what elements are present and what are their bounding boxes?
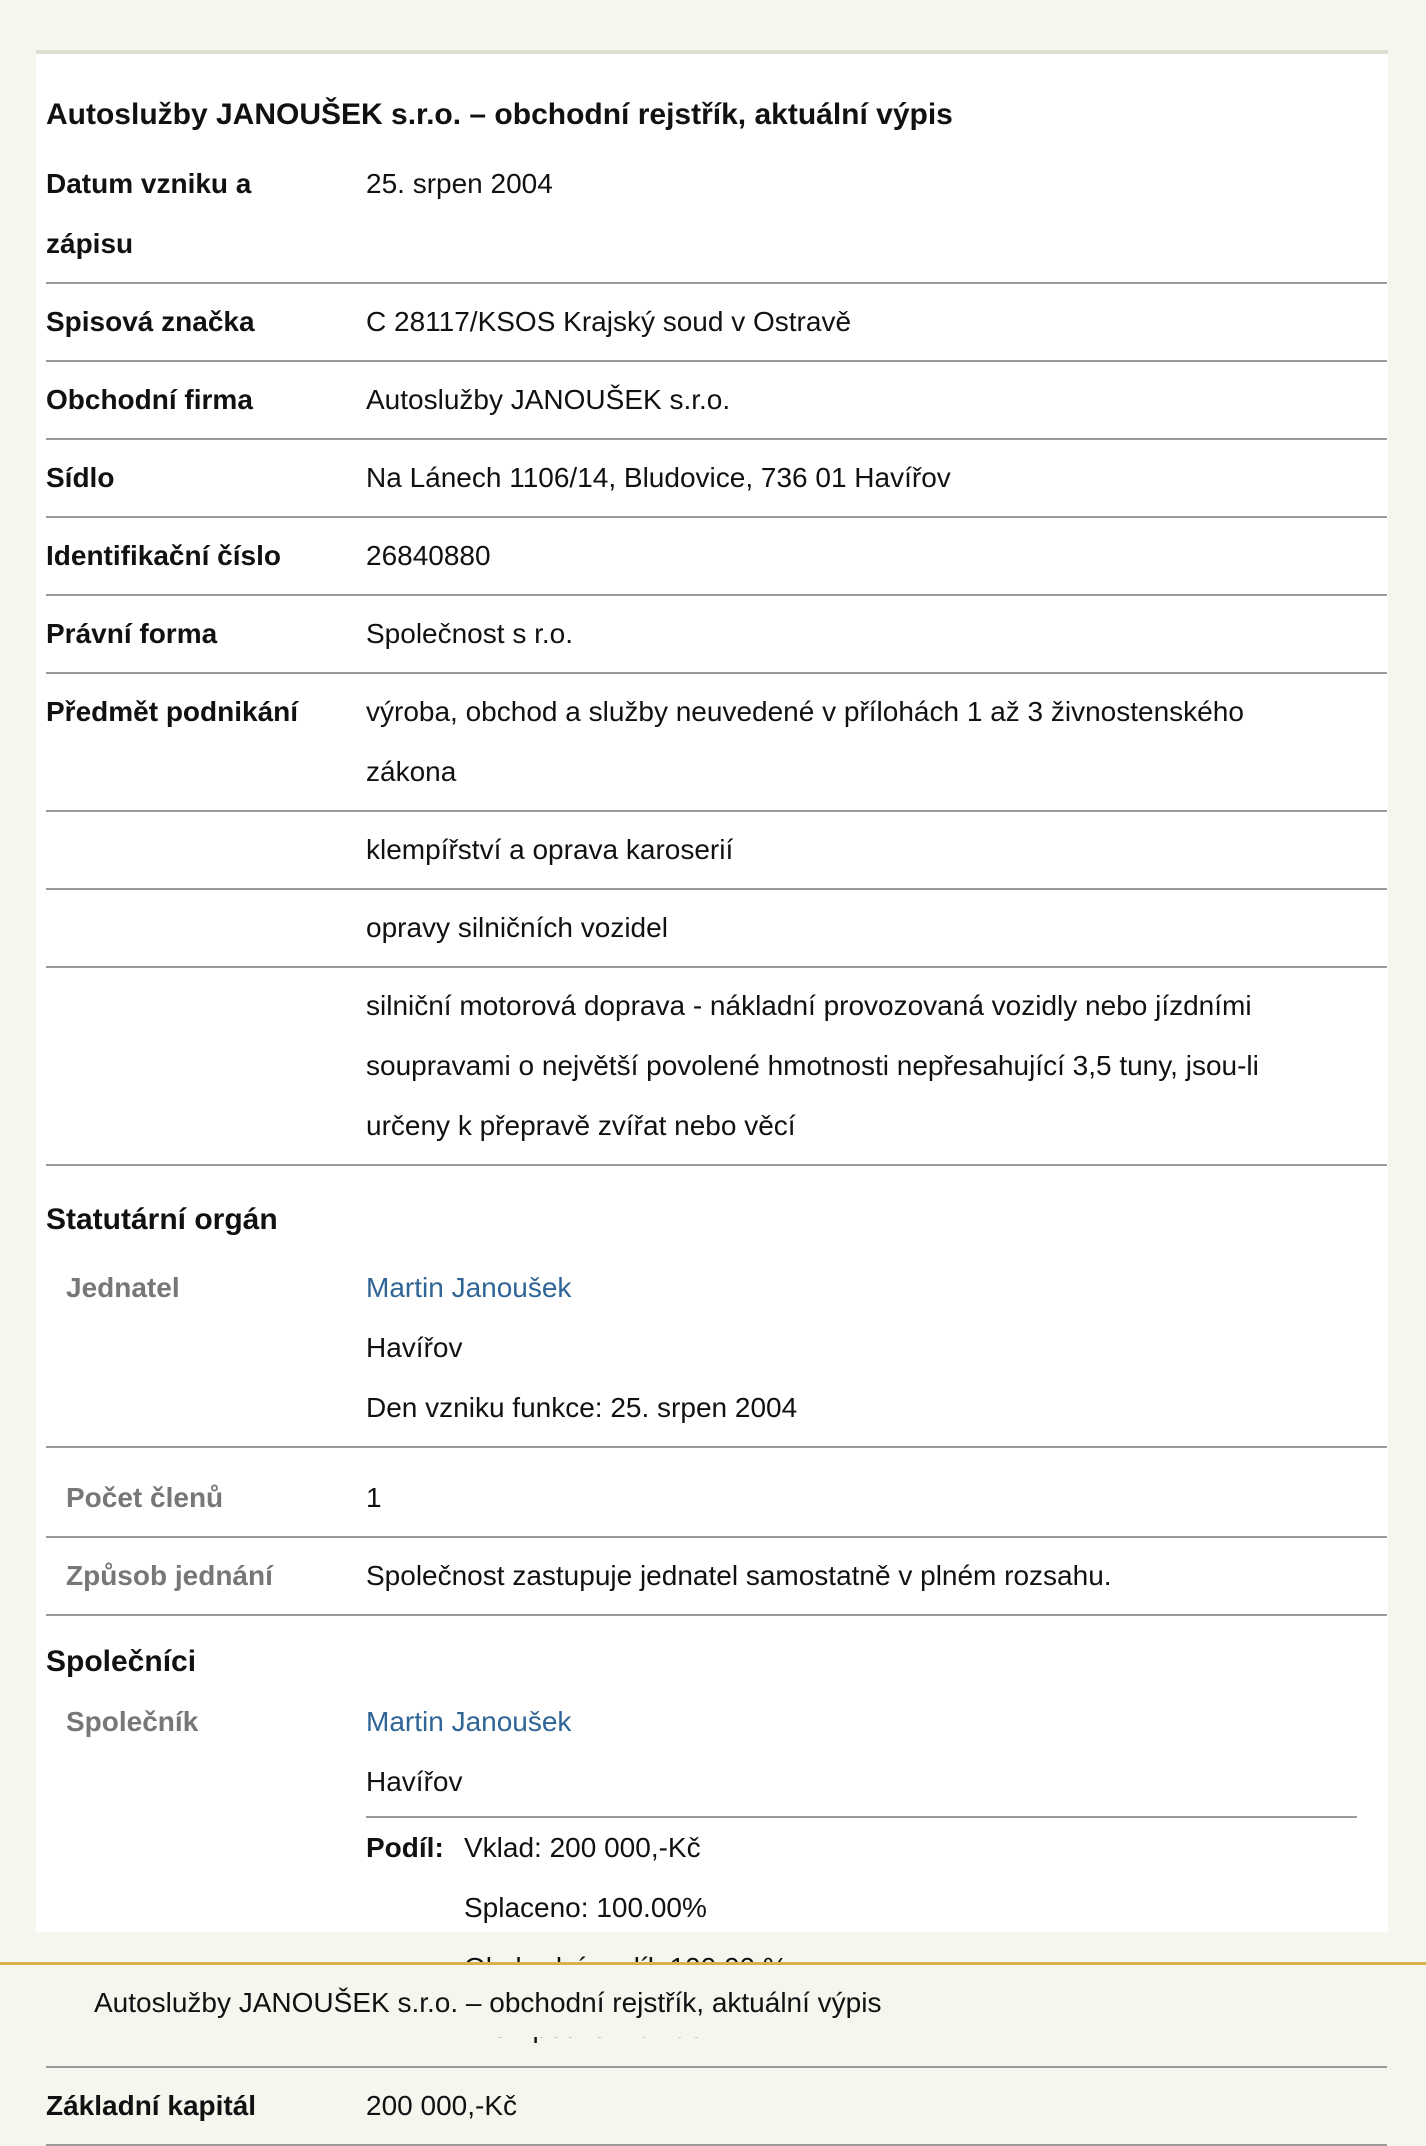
- page-title: Autoslužby JANOUŠEK s.r.o. – obchodní rejstřík, aktuální výpis: [46, 98, 953, 131]
- document-card: [36, 50, 1388, 2121]
- value-line: určeny k přepravě zvířat nebo věcí: [366, 1110, 796, 1141]
- function-since: Den vzniku funkce: 25. srpen 2004: [366, 1392, 798, 1423]
- row-zakladni-kapital: [46, 2068, 1387, 2146]
- value-line: soupravami o největší povolené hmotnosti nepřesahující 3,5 tuny, jsou-li: [366, 1050, 1259, 1081]
- person-city: Havířov: [366, 1332, 463, 1363]
- row-label: Sídlo: [46, 462, 115, 493]
- row-value: Na Lánech 1106/14, Bludovice, 736 01 Havířov: [366, 462, 951, 493]
- row-label: Právní forma: [46, 618, 218, 649]
- section-title-statutarni-organ: Statutární orgán: [46, 1203, 278, 1236]
- label-line: zápisu: [46, 228, 134, 259]
- section-title-spolecnici: Společníci: [46, 1645, 197, 1678]
- row-value: klempířství a oprava karoserií: [366, 834, 734, 865]
- row-label: [46, 898, 366, 958]
- row-zpusob-jednani: [46, 1538, 1387, 1616]
- row-value: Společnost s r.o.: [366, 618, 574, 649]
- register-extract: [46, 54, 1387, 2146]
- footer-title: Autoslužby JANOUŠEK s.r.o. – obchodní rejstřík, aktuální výpis: [94, 1987, 882, 2018]
- row-value: C 28117/KSOS Krajský soud v Ostravě: [366, 306, 852, 337]
- row-predmet-podnikani: [46, 812, 1387, 890]
- row-label: [46, 976, 366, 1156]
- row-value: [366, 1258, 1387, 1438]
- row-label: [46, 154, 366, 274]
- person-link[interactable]: Martin Janoušek: [366, 1706, 572, 1737]
- row-value: [366, 976, 1387, 1156]
- row-label: Obchodní firma: [46, 384, 253, 415]
- row-value: Společnost zastupuje jednatel samostatně v plném rozsahu.: [366, 1560, 1112, 1591]
- row-predmet-podnikani: [46, 890, 1387, 968]
- row-value: [366, 682, 1387, 802]
- row-sidlo: [46, 440, 1387, 518]
- row-value: 26840880: [366, 540, 491, 571]
- row-obchodni-firma: [46, 362, 1387, 440]
- row-pravni-forma: [46, 596, 1387, 674]
- row-value: opravy silničních vozidel: [366, 912, 668, 943]
- row-ico: [46, 518, 1387, 596]
- row-label: Spisová značka: [46, 306, 255, 337]
- row-spisova-znacka: [46, 284, 1387, 362]
- row-label: Základní kapitál: [46, 2090, 257, 2121]
- value-line: zákona: [366, 756, 457, 787]
- row-label: Počet členů: [66, 1482, 224, 1513]
- row-value: 25. srpen 2004: [366, 168, 553, 199]
- row-label: Společník: [66, 1706, 199, 1737]
- row-value: 1: [366, 1482, 382, 1513]
- page-footer: [0, 1962, 1426, 2037]
- row-label: Jednatel: [66, 1272, 180, 1303]
- row-predmet-podnikani: [46, 968, 1387, 1166]
- row-label: Předmět podnikání: [46, 696, 299, 727]
- row-label: [46, 820, 366, 880]
- row-jednatel: [46, 1250, 1387, 1448]
- share-label: Podíl:: [366, 1832, 444, 1863]
- person-link[interactable]: Martin Janoušek: [366, 1272, 572, 1303]
- row-predmet-podnikani: [46, 674, 1387, 812]
- value-line: výroba, obchod a služby neuvedené v přílohách 1 až 3 živnostenského: [366, 696, 1244, 727]
- row-datum-vzniku: [46, 146, 1387, 284]
- row-label: Identifikační číslo: [46, 540, 281, 571]
- value-line: silniční motorová doprava - nákladní provozovaná vozidly nebo jízdními: [366, 990, 1252, 1021]
- share-paid: Splaceno: 100.00%: [464, 1892, 707, 1923]
- row-value: Autoslužby JANOUŠEK s.r.o.: [366, 384, 731, 415]
- share-deposit: Vklad: 200 000,-Kč: [464, 1832, 701, 1863]
- label-line: Datum vzniku a: [46, 168, 252, 199]
- row-label: Způsob jednání: [66, 1560, 273, 1591]
- person-city: Havířov: [366, 1766, 463, 1797]
- row-value: 200 000,-Kč: [366, 2090, 517, 2121]
- row-pocet-clenu: [46, 1448, 1387, 1538]
